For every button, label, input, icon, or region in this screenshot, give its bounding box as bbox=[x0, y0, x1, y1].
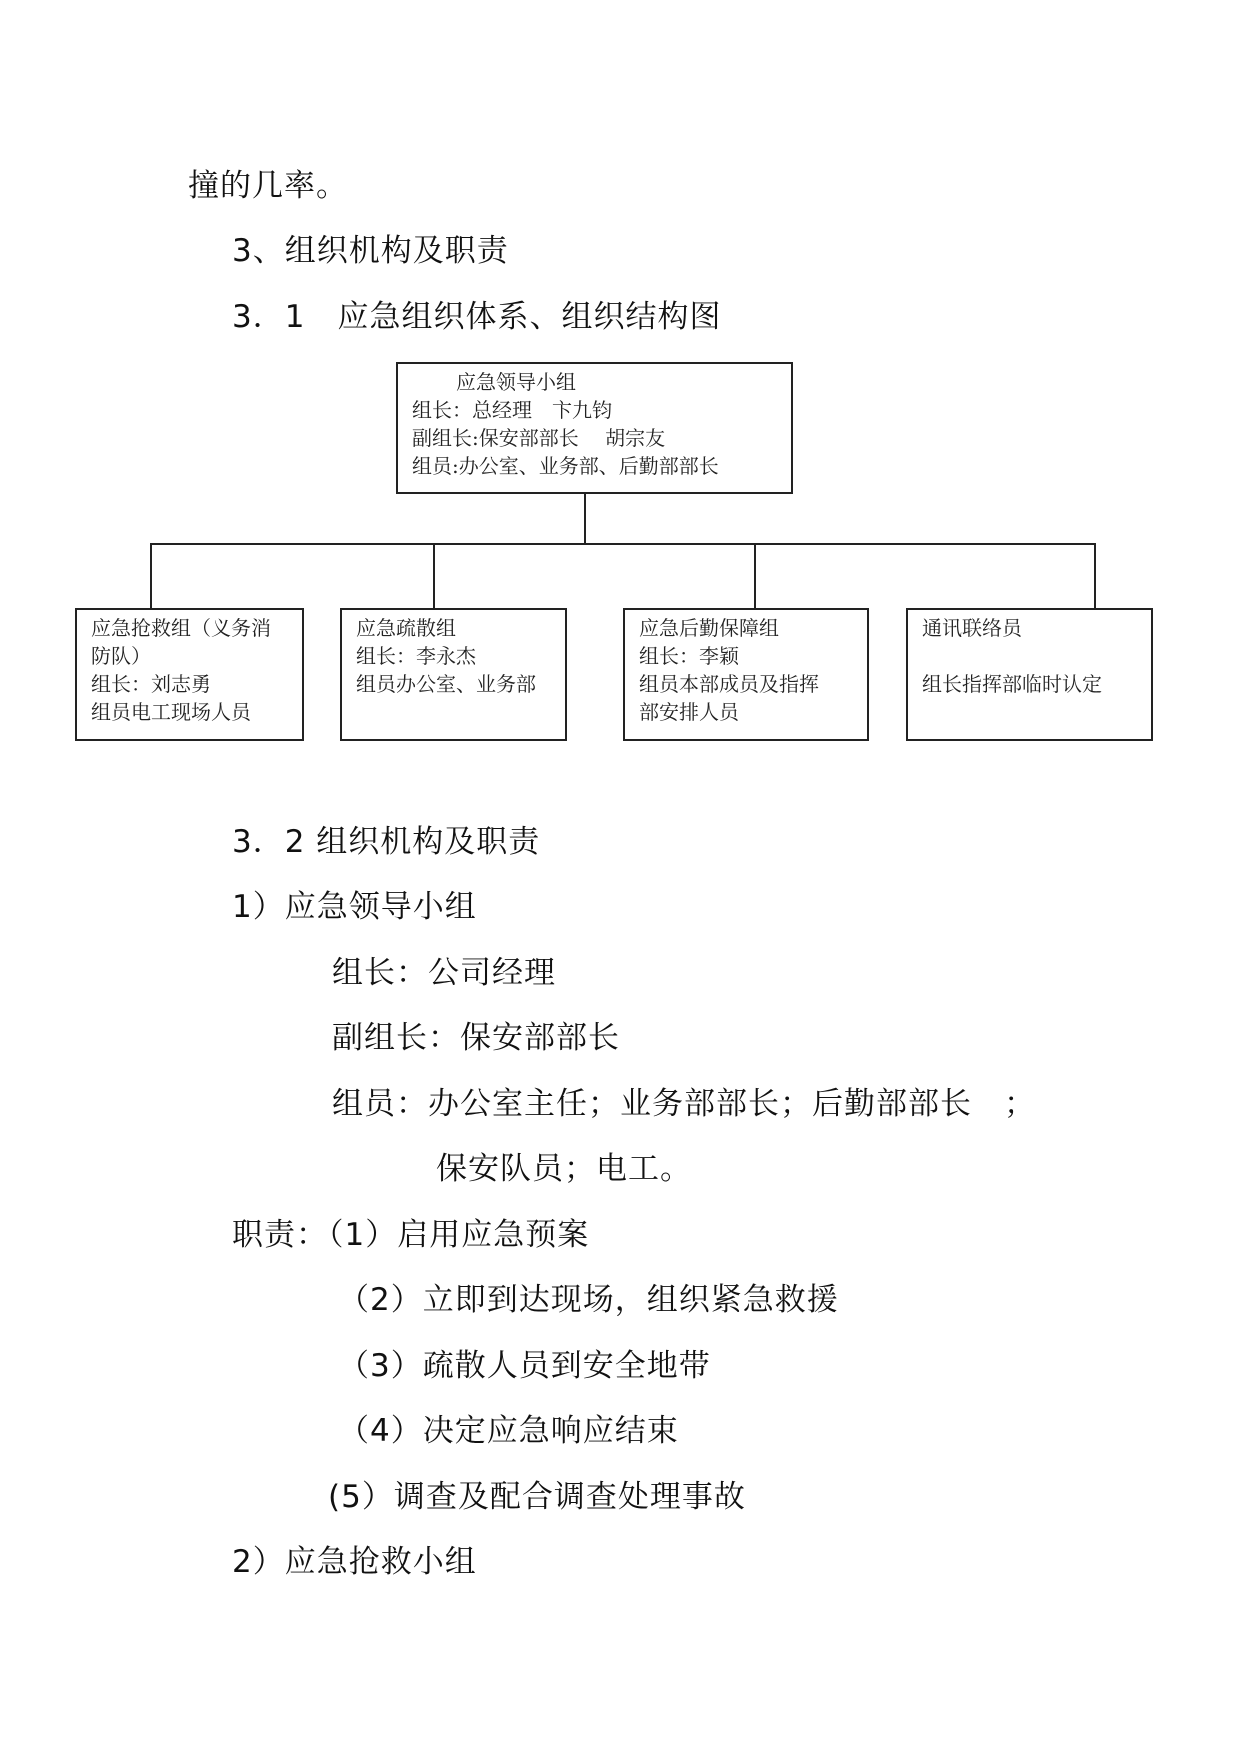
duty-5: (5）调查及配合调查处理事故 bbox=[328, 1479, 746, 1515]
duty-2: （2）立即到达现场，组织紧急救援 bbox=[338, 1282, 839, 1318]
text-line-prev: 撞的几率。 bbox=[188, 168, 348, 204]
item-1-members: 组员：办公室主任；业务部部长；后勤部部长 ； bbox=[332, 1086, 1036, 1122]
duty-1: 职责：（1）启用应急预案 bbox=[232, 1217, 590, 1253]
item-2-title: 2）应急抢救小组 bbox=[232, 1544, 477, 1580]
org-box-evacuation-line1: 应急疏散组 bbox=[356, 616, 456, 640]
org-box-logistics-line1: 应急后勤保障组 bbox=[639, 616, 779, 640]
org-box-evacuation-line2: 组长：李永杰 bbox=[356, 644, 476, 668]
org-box-logistics-line2: 组长：李颖 bbox=[639, 644, 739, 668]
org-box-leadership-line3: 组员:办公室、业务部、后勤部部长 bbox=[412, 454, 719, 478]
connector-drop-2 bbox=[433, 543, 435, 609]
org-box-evacuation-line3: 组员办公室、业务部 bbox=[356, 672, 536, 696]
org-box-rescue-line3: 组长：刘志勇 bbox=[91, 672, 211, 696]
item-1-vice-leader: 副组长：保安部部长 bbox=[332, 1020, 620, 1056]
org-box-leadership bbox=[396, 362, 793, 494]
connector-drop-4 bbox=[1094, 543, 1096, 609]
org-box-leadership-line2: 副组长:保安部部长 胡宗友 bbox=[412, 426, 666, 450]
heading-section-3-1: 3．1 应急组织体系、组织结构图 bbox=[232, 299, 722, 335]
org-box-evacuation bbox=[340, 608, 567, 741]
org-box-logistics bbox=[623, 608, 869, 741]
item-1-members-cont: 保安队员；电工。 bbox=[436, 1151, 692, 1187]
org-box-logistics-line4: 部安排人员 bbox=[639, 700, 739, 724]
org-box-leadership-line1: 组长：总经理 卞九钧 bbox=[412, 398, 612, 422]
org-box-rescue bbox=[75, 608, 304, 741]
org-box-comms-line1: 通讯联络员 bbox=[922, 616, 1022, 640]
connector-horizontal bbox=[150, 543, 1096, 545]
org-box-comms-line2 bbox=[922, 642, 1141, 670]
item-1-title: 1）应急领导小组 bbox=[232, 889, 477, 925]
duty-4: （4）决定应急响应结束 bbox=[338, 1413, 679, 1449]
org-box-rescue-line2: 防队） bbox=[91, 644, 151, 668]
heading-section-3: 3、组织机构及职责 bbox=[232, 233, 509, 269]
org-box-comms-line3: 组长指挥部临时认定 bbox=[922, 672, 1102, 696]
org-box-comms bbox=[906, 608, 1153, 741]
duty-3: （3）疏散人员到安全地带 bbox=[338, 1348, 711, 1384]
org-box-logistics-line3: 组员本部成员及指挥 bbox=[639, 672, 819, 696]
org-box-rescue-line4: 组员电工现场人员 bbox=[91, 700, 251, 724]
connector-drop-3 bbox=[754, 543, 756, 609]
connector-drop-1 bbox=[150, 543, 152, 609]
heading-section-3-2: 3．2 组织机构及职责 bbox=[232, 824, 541, 860]
org-box-rescue-line1: 应急抢救组（义务消 bbox=[91, 616, 271, 640]
org-box-leadership-title: 应急领导小组 bbox=[456, 370, 576, 394]
connector-top-vertical bbox=[584, 494, 586, 544]
item-1-leader: 组长：公司经理 bbox=[332, 955, 556, 991]
